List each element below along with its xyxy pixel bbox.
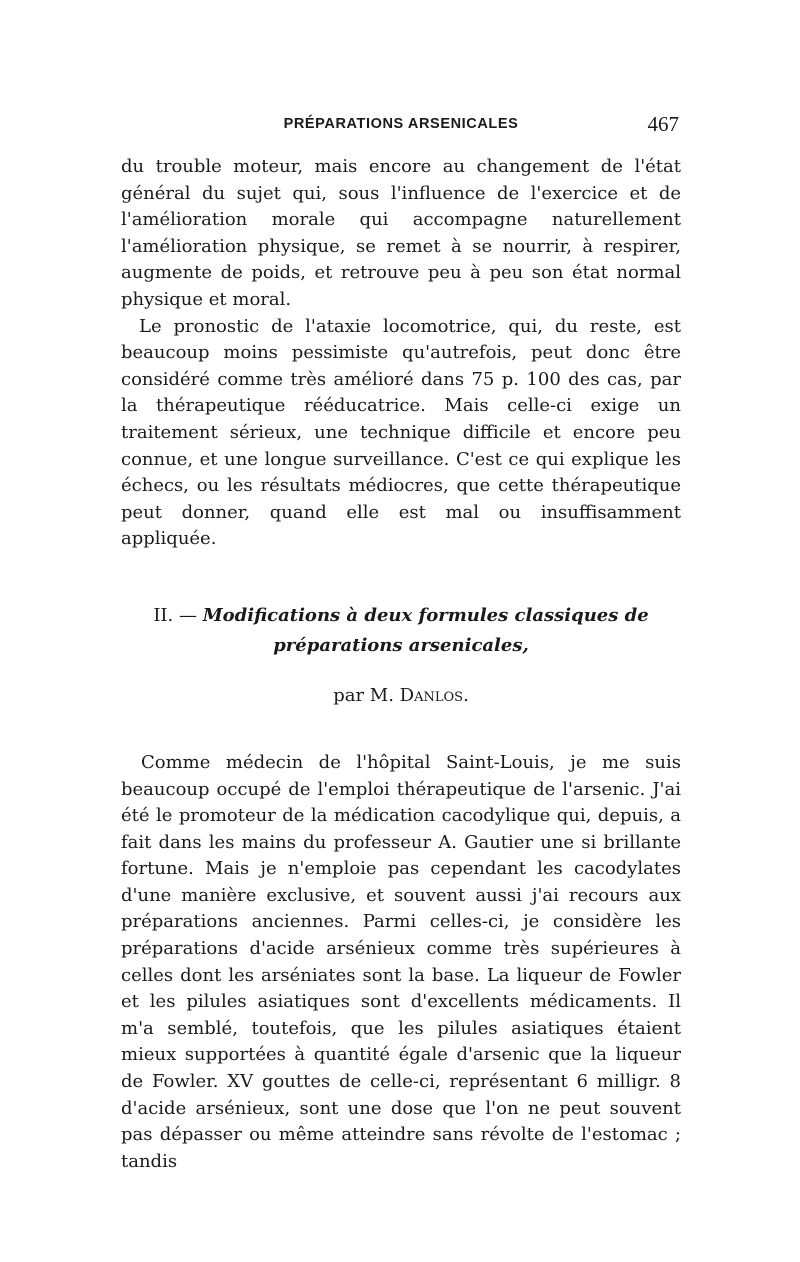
author-name: Danlos.	[399, 684, 469, 706]
section-numeral: II. —	[153, 604, 197, 626]
section-title-line-1: Modifications à deux formules classiques de	[202, 604, 649, 626]
section-heading	[121, 601, 681, 661]
running-header	[121, 112, 681, 142]
body-paragraph-continued: du trouble moteur, mais encore au changement de l'état général du sujet qui, sous l'influence de l'exercice et de l'amélioration morale qui accompagne naturellement l'amélioration physique, se remet à se nourrir, à respirer, augmente de poids, et retrouve peu à peu son état normal physique et moral.	[121, 156, 681, 310]
byline-prefix: par M.	[333, 684, 394, 706]
author-byline	[121, 685, 681, 706]
body-paragraph-prognosis: Le pronostic de l'ataxie locomotrice, qui, du reste, est beaucoup moins pessimiste qu'autrefois, peut donc être considéré comme très amélioré dans 75 p. 100 des cas, par la thérapeutique rééducatrice. Mais celle-ci exige un traitement sérieux, une technique difficile et encore peu connue, et une longue surveillance. C'est ce qui explique les échecs, ou les résultats médiocres, que cette thérapeutique peut donner, quand elle est mal ou insuffisamment appliquée.	[121, 315, 681, 550]
article-paragraph: Comme médecin de l'hôpital Saint-Louis, je me suis beaucoup occupé de l'emploi thérapeutique de l'arsenic. J'ai été le promoteur de la médication cacodylique qui, depuis, a fait dans les mains du professeur A. Gautier une si brillante fortune. Mais je n'emploie pas cependant les cacodylates d'une manière exclusive, et souvent aussi j'ai recours aux préparations anciennes. Parmi celles-ci, je considère les préparations d'acide arsénieux comme très supérieures à celles dont les arséniates sont la base. La liqueur de Fowler et les pilules asiatiques sont d'excellents médicaments. Il m'a semblé, toutefois, que les pilules asiatiques étaient mieux supportées à quantité égale d'arsenic que la liqueur de Fowler. XV gouttes de celle-ci, représentant 6 milligr. 8 d'acide arsénieux, sont une dose que l'on ne peut souvent pas dépasser ou même atteindre sans révolte de l'estomac ; tandis	[121, 751, 681, 1172]
book-page	[121, 112, 681, 1175]
section-title-line-2: préparations arsenicales,	[273, 634, 529, 656]
running-title: PRÉPARATIONS ARSENICALES	[283, 116, 519, 132]
page-number: 467	[647, 112, 679, 136]
